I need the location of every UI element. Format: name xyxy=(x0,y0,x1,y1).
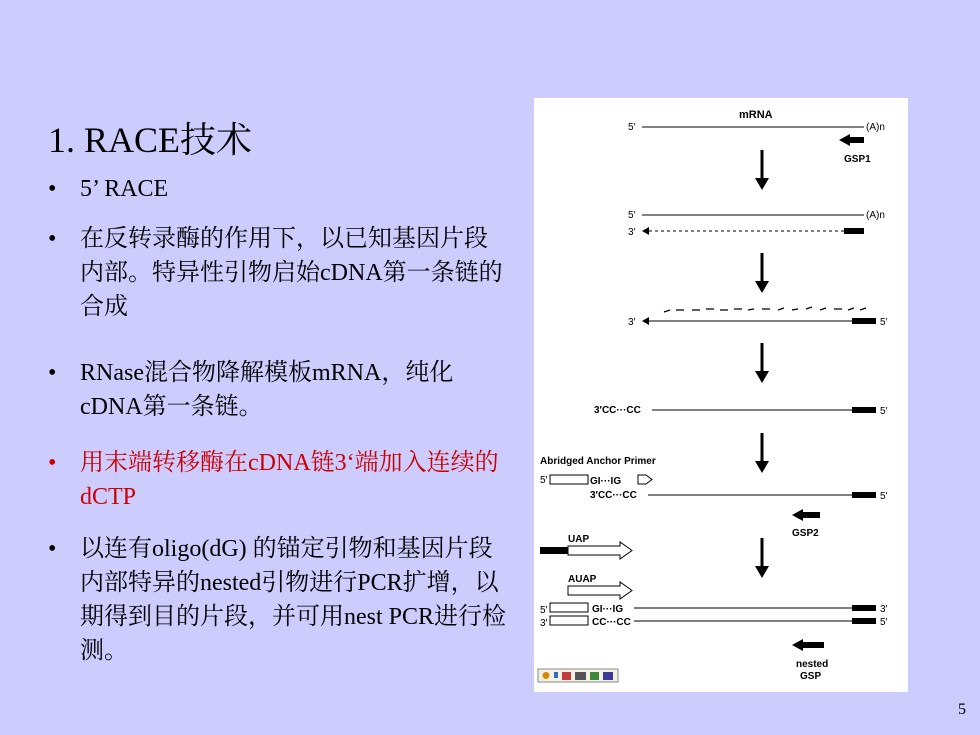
ime-keyboard-icon xyxy=(575,672,586,680)
gsp1-primer-block xyxy=(844,228,864,234)
bullet-2 xyxy=(48,222,508,324)
five-prime-label: 5′ xyxy=(540,475,548,486)
cc-label: 3′CC···CC xyxy=(594,405,641,416)
ime-menu-icon xyxy=(603,672,613,680)
bullet-dot: • xyxy=(48,450,57,476)
ime-soft-icon xyxy=(590,672,599,680)
five-prime-label: 5′ xyxy=(880,617,888,628)
cdna-arrowhead xyxy=(642,317,649,325)
five-prime-label: 5′ xyxy=(880,317,888,328)
gsp1-arrow xyxy=(839,134,864,146)
bullet-dot: • xyxy=(48,536,57,562)
gsp1-label: GSP1 xyxy=(844,154,871,165)
bullet-5 xyxy=(48,532,508,668)
five-prime-label: 5′ xyxy=(628,210,636,221)
bullet-1 xyxy=(48,172,508,206)
step-arrowhead-1 xyxy=(755,178,769,190)
primer-block xyxy=(852,407,876,413)
polyA-label: (A)n xyxy=(866,122,885,133)
gsp2-label: GSP2 xyxy=(792,528,819,539)
mrna-label: mRNA xyxy=(739,109,773,121)
bullet-text: 在反转录酶的作用下，以已知基因片段内部。特异性引物启始cDNA第一条链的合成 xyxy=(80,226,503,320)
three-prime-label: 3′ xyxy=(628,227,636,238)
anchor-arrow xyxy=(638,475,652,484)
race-diagram xyxy=(534,98,908,692)
anchor-box xyxy=(550,603,588,612)
slide-title: 1. RACE技术 xyxy=(48,120,253,160)
anchor-box xyxy=(550,616,588,625)
bullet-dot: • xyxy=(48,360,57,386)
ime-punct-icon xyxy=(554,672,558,678)
anchor-box xyxy=(550,475,588,484)
five-prime-label: 5′ xyxy=(628,122,636,133)
nested-label: nested xyxy=(796,659,829,670)
step-arrowhead-2 xyxy=(755,281,769,293)
three-prime-label: 3′ xyxy=(880,604,888,615)
bullet-dot: • xyxy=(48,226,57,252)
five-prime-label: 5′ xyxy=(880,406,888,417)
primer-block xyxy=(852,492,876,498)
bullet-4 xyxy=(48,446,508,514)
degraded-rna xyxy=(664,307,866,312)
nested-gsp-arrow xyxy=(792,639,824,651)
uap-block xyxy=(540,547,568,554)
bullet-text: 用末端转移酶在cDNA链3‘端加入连续的dCTP xyxy=(80,450,499,510)
gi-label: GI···IG xyxy=(592,604,624,615)
bullet-text: RNase混合物降解模板mRNA，纯化cDNA第一条链。 xyxy=(80,360,454,420)
ime-jian-icon xyxy=(562,672,571,680)
bullet-text: 以连有oligo(dG) 的锚定引物和基因片段内部特异的nested引物进行PCR扩增，以期得到目的片段，并可用nest PCR进行检测。 xyxy=(80,536,507,664)
step-arrowhead-5 xyxy=(755,566,769,578)
gi-label: GI···IG xyxy=(590,476,622,487)
uap-label: UAP xyxy=(568,534,590,545)
ime-moon-icon xyxy=(543,672,550,679)
gsp2-arrow xyxy=(792,509,820,521)
auap-label: AUAP xyxy=(568,574,597,585)
bullet-text: 5’ RACE xyxy=(80,176,169,202)
five-prime-label: 5′ xyxy=(540,605,548,616)
five-prime-label: 5′ xyxy=(880,491,888,502)
race-diagram-svg xyxy=(534,98,908,692)
primer-block xyxy=(852,605,876,611)
primer-block xyxy=(852,618,876,624)
step-arrowhead-4 xyxy=(755,461,769,473)
primer-block xyxy=(852,318,876,324)
anchor-primer-label: Abridged Anchor Primer xyxy=(540,456,656,467)
polyA-label: (A)n xyxy=(866,210,885,221)
cdna-arrowhead xyxy=(642,227,649,235)
bullet-dot: • xyxy=(48,176,57,202)
three-prime-label: 3′ xyxy=(628,317,636,328)
step-arrowhead-3 xyxy=(755,371,769,383)
gsp-label: GSP xyxy=(800,671,822,682)
page-number: 5 xyxy=(958,701,966,718)
cc-label: 3′CC···CC xyxy=(590,490,637,501)
three-prime-label: 3′ xyxy=(540,618,548,629)
cc2-label: CC···CC xyxy=(592,617,631,628)
bullet-3 xyxy=(48,356,508,424)
